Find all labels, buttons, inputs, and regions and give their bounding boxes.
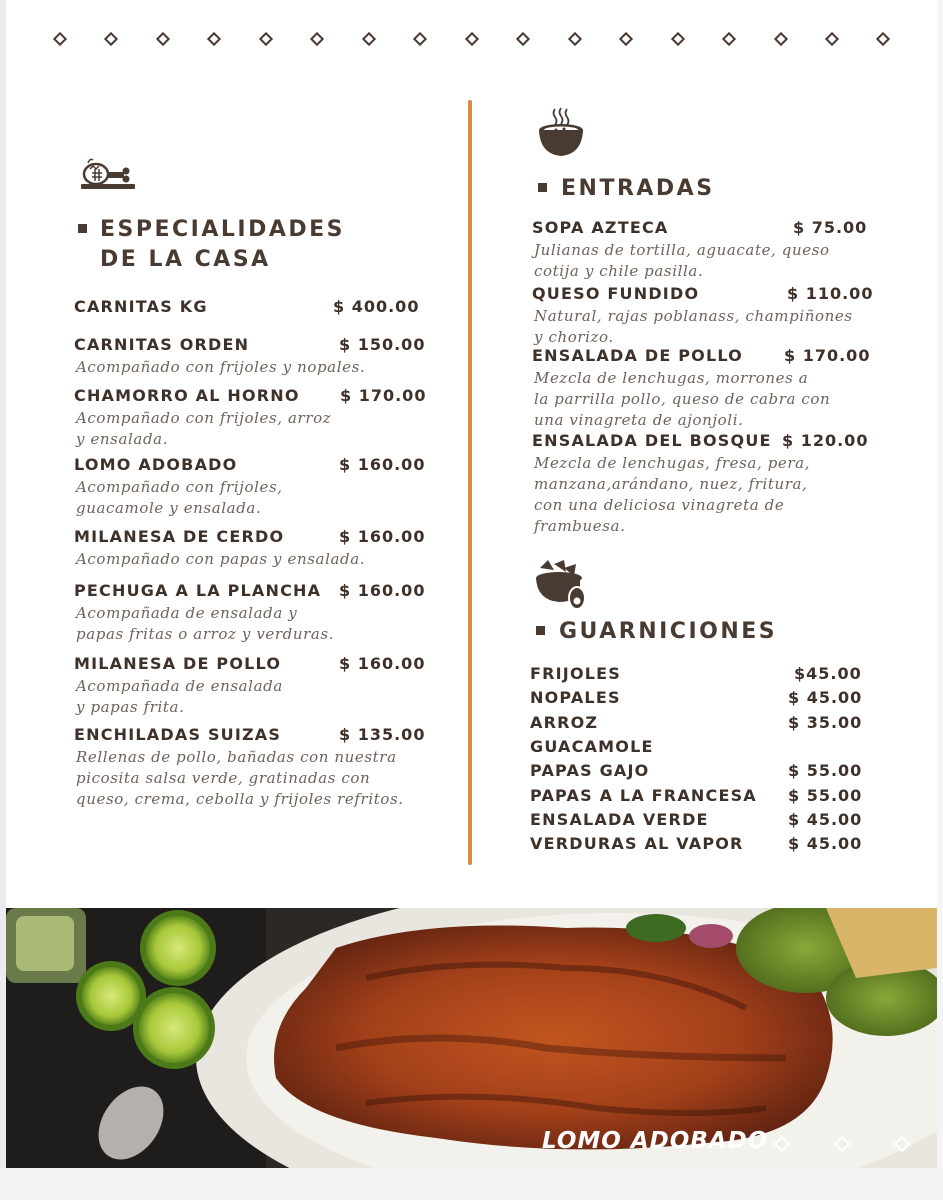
column-divider <box>468 100 472 865</box>
item-price: $ 55.00 <box>788 761 863 780</box>
diamond-ornament-icon <box>413 32 427 46</box>
item-name: PAPAS GAJO <box>530 761 650 780</box>
item-name: CHAMORRO AL HORNO <box>74 386 300 405</box>
section-title-especialidades-line2: DE LA CASA <box>100 247 271 272</box>
item-price: $ 160.00 <box>339 527 426 546</box>
diamond-ornament-icon <box>722 32 736 46</box>
item-name: PAPAS A LA FRANCESA <box>530 786 757 805</box>
diamond-ornament-icon <box>156 32 170 46</box>
item-price: $ 150.00 <box>339 335 426 354</box>
item-description: Acompañada de ensalada y papas frita. <box>76 677 283 716</box>
item-description: Mezcla de lenchugas, morrones a la parrilla pollo, queso de cabra con una vinagreta de ajonjoli. <box>534 369 831 429</box>
item-name: LOMO ADOBADO <box>74 455 238 474</box>
page-edge <box>937 0 943 1200</box>
item-price: $ 160.00 <box>339 455 426 474</box>
diamond-ornament-icon <box>774 32 788 46</box>
item-price: $ 45.00 <box>788 688 863 707</box>
diamond-ornament-icon <box>207 32 221 46</box>
page-footer-gap <box>0 1168 943 1200</box>
item-price: $ 400.00 <box>333 297 420 316</box>
item-name: SOPA AZTECA <box>532 218 669 237</box>
ham-leg-icon <box>80 155 136 191</box>
item-description: Julianas de tortilla, aguacate, queso cotija y chile pasilla. <box>534 241 830 280</box>
item-name: QUESO FUNDIDO <box>532 284 700 303</box>
photo-caption: LOMO ADOBADO <box>542 1128 769 1154</box>
item-price: $ 75.00 <box>793 218 868 237</box>
item-description: Acompañada de ensalada y papas fritas o arroz y verduras. <box>76 604 335 643</box>
item-name: NOPALES <box>530 688 621 707</box>
diamond-ornament-icon <box>53 32 67 46</box>
section-title-guarniciones: GUARNICIONES <box>559 619 778 644</box>
food-photo <box>6 908 937 1168</box>
item-name: GUACAMOLE <box>530 737 654 756</box>
item-description: Rellenas de pollo, bañadas con nuestra picosita salsa verde, gratinadas con queso, crema, cebolla y frijoles refritos. <box>76 748 404 808</box>
diamond-ornament-icon <box>516 32 530 46</box>
diamond-ornament-icon <box>310 32 324 46</box>
item-price: $ 170.00 <box>784 346 871 365</box>
item-name: ENSALADA DEL BOSQUE <box>532 431 772 450</box>
item-name: ENSALADA VERDE <box>530 810 709 829</box>
item-description: Mezcla de lenchugas, fresa, pera, manzana,arándano, nuez, fritura, con una deliciosa vinagreta de frambuesa. <box>534 454 811 535</box>
diamond-ornament-icon <box>568 32 582 46</box>
item-name: PECHUGA A LA PLANCHA <box>74 581 322 600</box>
item-name: CARNITAS ORDEN <box>74 335 250 354</box>
item-name: ENSALADA DE POLLO <box>532 346 743 365</box>
item-description: Acompañado con papas y ensalada. <box>76 550 366 568</box>
item-price: $ 120.00 <box>782 431 869 450</box>
guacamole-bowl-icon <box>534 558 588 610</box>
diamond-ornament-icon <box>671 32 685 46</box>
item-description: Acompañado con frijoles y nopales. <box>76 358 366 376</box>
item-price: $45.00 <box>794 664 862 683</box>
diamond-ornament-icon <box>259 32 273 46</box>
item-name: MILANESA DE CERDO <box>74 527 285 546</box>
diamond-ornament-icon <box>825 32 839 46</box>
item-price: $ 35.00 <box>788 713 863 732</box>
item-price: $ 55.00 <box>788 786 863 805</box>
section-bullet <box>78 224 87 233</box>
item-description: Acompañado con frijoles, guacamole y ensalada. <box>76 478 283 517</box>
diamond-ornament-row <box>0 30 943 50</box>
item-name: ARROZ <box>530 713 599 732</box>
diamond-ornament-icon <box>362 32 376 46</box>
section-bullet <box>538 183 547 192</box>
diamond-ornament-icon <box>876 32 890 46</box>
item-description: Acompañado con frijoles, arroz y ensalada. <box>76 409 332 448</box>
soup-bowl-icon <box>536 106 586 160</box>
item-name: ENCHILADAS SUIZAS <box>74 725 282 744</box>
item-price: $ 160.00 <box>339 581 426 600</box>
item-price: $ 110.00 <box>787 284 874 303</box>
section-title-entradas: ENTRADAS <box>561 176 715 201</box>
item-price: $ 135.00 <box>339 725 426 744</box>
food-photo-illustration <box>6 908 937 1168</box>
item-price: $ 170.00 <box>340 386 427 405</box>
item-name: VERDURAS AL VAPOR <box>530 834 744 853</box>
item-name: CARNITAS KG <box>74 297 208 316</box>
item-price: $ 45.00 <box>788 834 863 853</box>
section-bullet <box>536 626 545 635</box>
item-description: Natural, rajas poblanass, champiñones y chorizo. <box>534 307 853 346</box>
section-title-especialidades: ESPECIALIDADES <box>100 217 346 242</box>
diamond-ornament-icon <box>465 32 479 46</box>
item-name: FRIJOLES <box>530 664 622 683</box>
item-price: $ 45.00 <box>788 810 863 829</box>
item-price: $ 160.00 <box>339 654 426 673</box>
diamond-ornament-icon <box>104 32 118 46</box>
diamond-ornament-icon <box>619 32 633 46</box>
item-name: MILANESA DE POLLO <box>74 654 282 673</box>
